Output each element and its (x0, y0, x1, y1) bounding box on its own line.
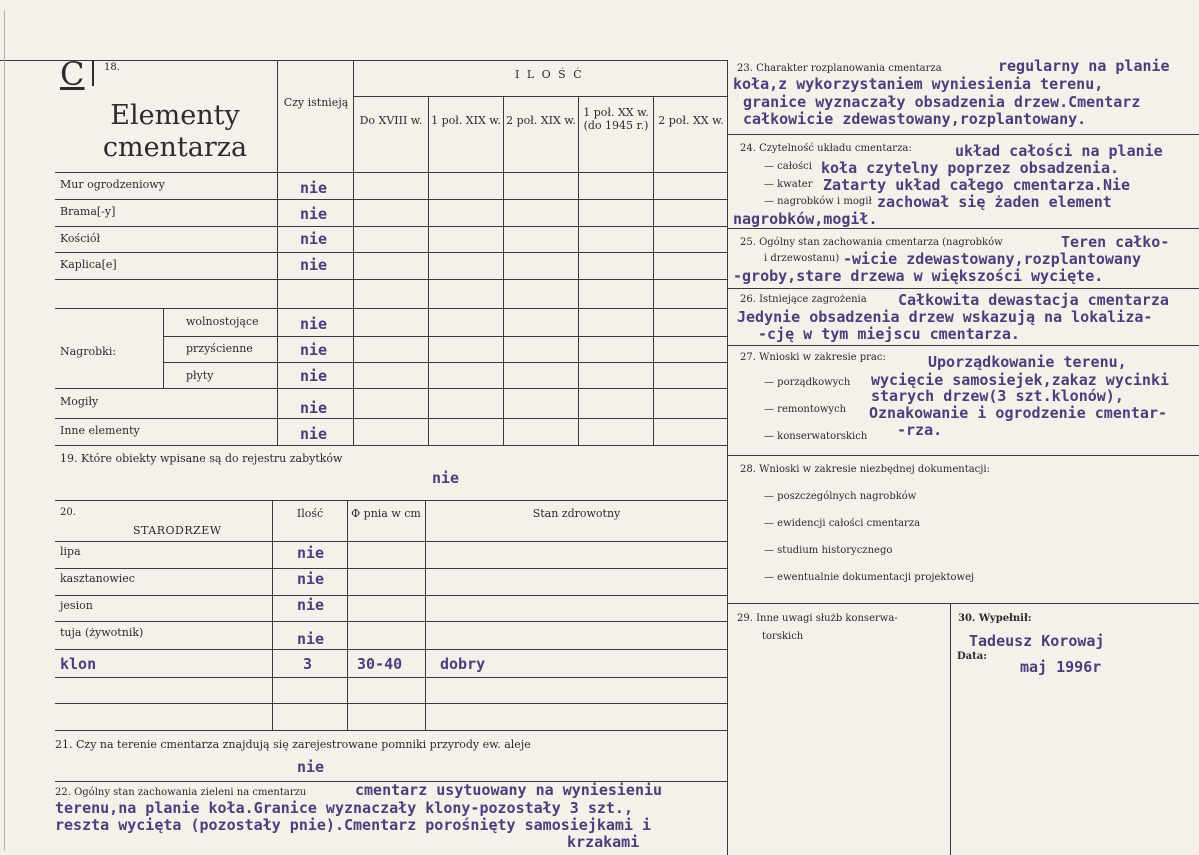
q26-label: 26. Istniejące zagrożenia (740, 294, 867, 305)
q25-label-2: i drzewostanu) (764, 253, 840, 264)
tree-name: klon (60, 655, 97, 673)
rule (55, 703, 727, 704)
rule (353, 96, 727, 97)
row-value-kosciol: nie (300, 230, 328, 248)
rule (55, 730, 727, 731)
q28-label: 28. Wnioski w zakresie niezbędnej dokumentacji: (740, 464, 990, 475)
rule (163, 362, 727, 363)
q23-line: koła,z wykorzystaniem wyniesienia terenu, (733, 75, 1104, 93)
inne-value: nie (300, 425, 328, 443)
tree-qty: nie (297, 544, 325, 562)
rule (55, 568, 727, 569)
card-edge (4, 10, 5, 850)
row-value-kaplica: nie (300, 256, 328, 274)
q25-line: -wicie zdewastowany,rozplantowany (843, 250, 1142, 268)
section-letter: C (60, 55, 85, 93)
rule (55, 595, 727, 596)
period-4: 1 poł. XX w. (do 1945 r.) (583, 106, 649, 132)
rule (347, 500, 348, 730)
nagrobki-wolnostojace-label: wolnostojące (186, 315, 259, 328)
q26-line: Jedynie obsadzenia drzew wskazują na lokaliza- (737, 308, 1153, 326)
tree-diam: 30-40 (357, 655, 403, 673)
q22-line: terenu,na planie koła.Granice wyznaczały klony-pozostały 3 szt., (55, 799, 633, 817)
q30-name: Tadeusz Korowaj (969, 632, 1105, 650)
q24-sub-nagrobkow: — nagrobków i mogił (764, 196, 872, 207)
col-exists-header: Czy istnieją (283, 96, 349, 109)
period-3: 2 poł. XIX w. (506, 114, 576, 127)
period-5: 2 poł. XX w. (658, 114, 724, 127)
q21-answer: nie (297, 758, 325, 776)
tree-name: tuja (żywotnik) (60, 626, 144, 639)
q20-title: STARODRZEW (133, 524, 222, 537)
q24-line: Zatarty układ całego cmentarza.Nie (823, 176, 1131, 194)
rule (0, 60, 728, 61)
q27-line: Uporządkowanie terenu, (928, 353, 1127, 371)
q24-sub-calosci: — całości (764, 161, 812, 172)
nagrobki-wolnostojace-value: nie (300, 315, 328, 333)
q22-line: krzakami (567, 833, 640, 851)
rule (55, 649, 727, 650)
rule (272, 500, 273, 730)
rule (55, 541, 727, 542)
nagrobki-label: Nagrobki: (60, 345, 117, 358)
rule (55, 677, 727, 678)
rule (55, 621, 727, 622)
q20-col-diam: Φ pnia w cm (351, 507, 421, 520)
section-number: 18. (104, 62, 120, 73)
q28-item: — ewentualnie dokumentacji projektowej (764, 572, 975, 583)
rule (163, 336, 727, 337)
rule (55, 500, 727, 501)
rule (55, 308, 727, 309)
q29-label-2: torskich (762, 631, 804, 642)
rule (728, 603, 1199, 604)
rule (55, 388, 727, 389)
q25-label: 25. Ogólny stan zachowania cmentarza (nagrobków (740, 237, 1003, 248)
q20-number: 20. (60, 507, 76, 518)
q27-sub-porzadkowych: — porządkowych (764, 377, 851, 388)
q23-line: granice wyznaczały obsadzenia drzew.Cmentarz (743, 93, 1141, 111)
mogily-label: Mogiły (60, 395, 99, 408)
q23-line: całkowicie zdewastowany,rozplantowany. (743, 110, 1087, 128)
tree-qty: 3 (303, 655, 313, 673)
nagrobki-przyscienne-value: nie (300, 341, 328, 359)
tree-qty: nie (297, 570, 325, 588)
q24-sub-kwater: — kwater (764, 179, 813, 190)
period-1: Do XVIII w. (359, 114, 423, 127)
q22-label: 22. Ogólny stan zachowania zieleni na cmentarzu (55, 787, 307, 798)
q25-line: -groby,stare drzewa w większości wycięte. (733, 267, 1104, 285)
section-bar (92, 60, 94, 86)
section-title: Elementy cmentarza (102, 100, 248, 163)
q24-line: nagrobków,mogił. (733, 210, 878, 228)
rule (55, 445, 727, 446)
q24-line: układ całości na planie (955, 142, 1163, 160)
q27-line: Oznakowanie i ogrodzenie cmentar- (869, 404, 1168, 422)
q29-label: 29. Inne uwagi służb konserwa- (737, 613, 898, 624)
rule (55, 279, 727, 280)
row-label-mur: Mur ogrodzeniowy (60, 178, 165, 191)
q21-label: 21. Czy na terenie cmentarza znajdują się zarejestrowane pomniki przyrody ew. aleje (55, 738, 531, 751)
rule (55, 252, 727, 253)
q23-line: regularny na planie (998, 57, 1170, 75)
ilosc-header: I L O Ś Ć (515, 68, 584, 81)
rule (950, 603, 951, 855)
nagrobki-przyscienne-label: przyścienne (186, 342, 253, 355)
nagrobki-plyty-value: nie (300, 367, 328, 385)
q22-line: reszta wycięta (pozostały pnie).Cmentarz porośnięty samosiejkami i (55, 816, 652, 834)
row-label-kaplica: Kaplica[e] (60, 258, 117, 271)
rule (578, 96, 579, 445)
tree-qty: nie (297, 630, 325, 648)
nagrobki-plyty-label: płyty (186, 369, 214, 382)
q27-label: 27. Wnioski w zakresie prac: (740, 352, 886, 363)
rule (727, 60, 728, 855)
rule (428, 96, 429, 445)
rule (55, 418, 727, 419)
rule (163, 308, 164, 388)
inne-label: Inne elementy (60, 424, 140, 437)
row-label-kosciol: Kościół (60, 232, 101, 245)
q26-line: -cję w tym miejscu cmentarza. (758, 325, 1020, 343)
rule (728, 228, 1199, 229)
row-value-brama: nie (300, 205, 328, 223)
q19-answer: nie (432, 469, 460, 487)
rule (728, 345, 1199, 346)
mogily-value: nie (300, 399, 328, 417)
q24-line: zachował się żaden element (877, 193, 1112, 211)
rule (425, 500, 426, 730)
q23-label: 23. Charakter rozplanowania cmentarza (737, 63, 942, 74)
q27-sub-konserwatorskich: — konserwatorskich (764, 431, 868, 442)
q27-line: -rza. (897, 421, 943, 439)
rule (503, 96, 504, 445)
rule (728, 134, 1199, 135)
q30-date: maj 1996r (1020, 658, 1102, 676)
q26-line: Całkowita dewastacja cmentarza (898, 291, 1169, 309)
row-label-brama: Brama[-y] (60, 205, 116, 218)
rule (55, 172, 727, 173)
q30-label: 30. Wypełnił: (958, 613, 1032, 624)
tree-name: kasztanowiec (60, 572, 135, 585)
q27-line: starych drzew(3 szt.klonów), (871, 387, 1124, 405)
rule (653, 96, 654, 445)
q30-date-label: Data: (957, 651, 987, 662)
period-2: 1 poł. XIX w. (431, 114, 501, 127)
rule (55, 226, 727, 227)
q24-line: koła czytelny poprzez obsadzenia. (821, 159, 1120, 177)
q24-label: 24. Czytelność układu cmentarza: (740, 143, 912, 154)
tree-name: jesion (60, 599, 93, 612)
tree-name: lipa (60, 545, 81, 558)
rule (728, 455, 1199, 456)
rule (55, 199, 727, 200)
row-value-mur: nie (300, 179, 328, 197)
rule (728, 288, 1199, 289)
q28-item: — ewidencji całości cmentarza (764, 518, 921, 529)
q19-label: 19. Które obiekty wpisane są do rejestru zabytków (60, 452, 343, 465)
q28-item: — studium historycznego (764, 545, 893, 556)
tree-health: dobry (440, 655, 486, 673)
q27-line: wycięcie samosiejek,zakaz wycinki (871, 371, 1170, 389)
q20-col-ilosc: Ilość (296, 507, 324, 520)
q27-sub-remontowych: — remontowych (764, 404, 847, 415)
q22-line: cmentarz usytuowany na wyniesieniu (355, 781, 663, 799)
tree-qty: nie (297, 596, 325, 614)
q28-item: — poszczególnych nagrobków (764, 491, 917, 502)
q25-line: Teren całko- (1061, 233, 1170, 251)
q20-col-health: Stan zdrowotny (532, 507, 621, 520)
